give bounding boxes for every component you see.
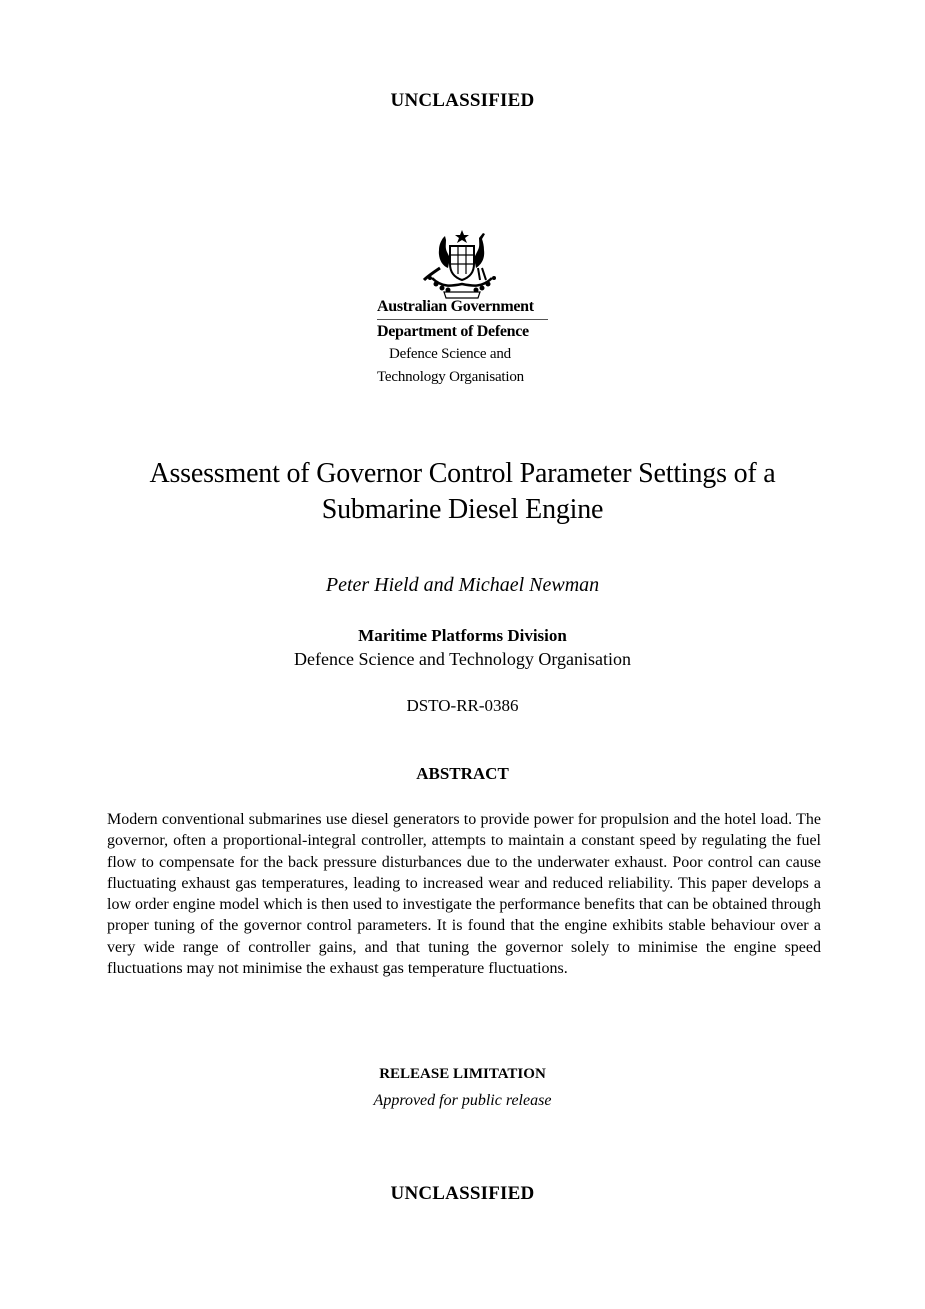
abstract-heading: ABSTRACT xyxy=(416,764,509,783)
report-title-line1: Assessment of Governor Control Parameter Settings of a xyxy=(149,458,776,489)
release-limitation-heading: RELEASE LIMITATION xyxy=(379,1066,546,1082)
report-number: DSTO-RR-0386 xyxy=(406,696,519,715)
report-title xyxy=(0,456,925,528)
division: Maritime Platforms Division xyxy=(358,626,567,645)
logo-dsto-line2: Technology Organisation xyxy=(377,369,524,385)
logo-divider xyxy=(377,319,548,320)
report-title-line2: Submarine Diesel Engine xyxy=(321,494,604,525)
coat-of-arms-icon xyxy=(412,228,512,300)
logo-dsto-line1: Defence Science and xyxy=(389,346,511,362)
logo-department-of-defence: Department of Defence xyxy=(377,323,529,340)
classification-header: UNCLASSIFIED xyxy=(390,90,535,111)
emu xyxy=(474,233,485,268)
kangaroo xyxy=(439,236,450,268)
logo-australian-government: Australian Government xyxy=(377,298,534,315)
abstract-text: Modern conventional submarines use diesel generators to provide power for propulsion and the hotel load. The governor, often a proportional-integral controller, attempts to maintain a constant speed by regulating the fuel flow to compensate for the back pressure disturbances due to the underwater exhaust. Poor control can cause fluctuating exhaust gas temperatures, leading to increased wear and reduced reliability. This paper develops a low order engine model which is then used to investigate the performance benefits that can be obtained through proper tuning of the governor control parameters. It is found that the engine exhibits stable behaviour over a very wide range of controller gains, and that tuning the governor solely to minimise the engine speed fluctuations may not minimise the exhaust gas temperature fluctuations. xyxy=(107,811,821,978)
classification-footer: UNCLASSIFIED xyxy=(390,1183,535,1204)
shield xyxy=(450,246,474,280)
authors: Peter Hield and Michael Newman xyxy=(325,574,600,596)
organisation: Defence Science and Technology Organisation xyxy=(294,649,631,669)
release-limitation-text: Approved for public release xyxy=(373,1092,552,1109)
commonwealth-star xyxy=(455,230,469,243)
